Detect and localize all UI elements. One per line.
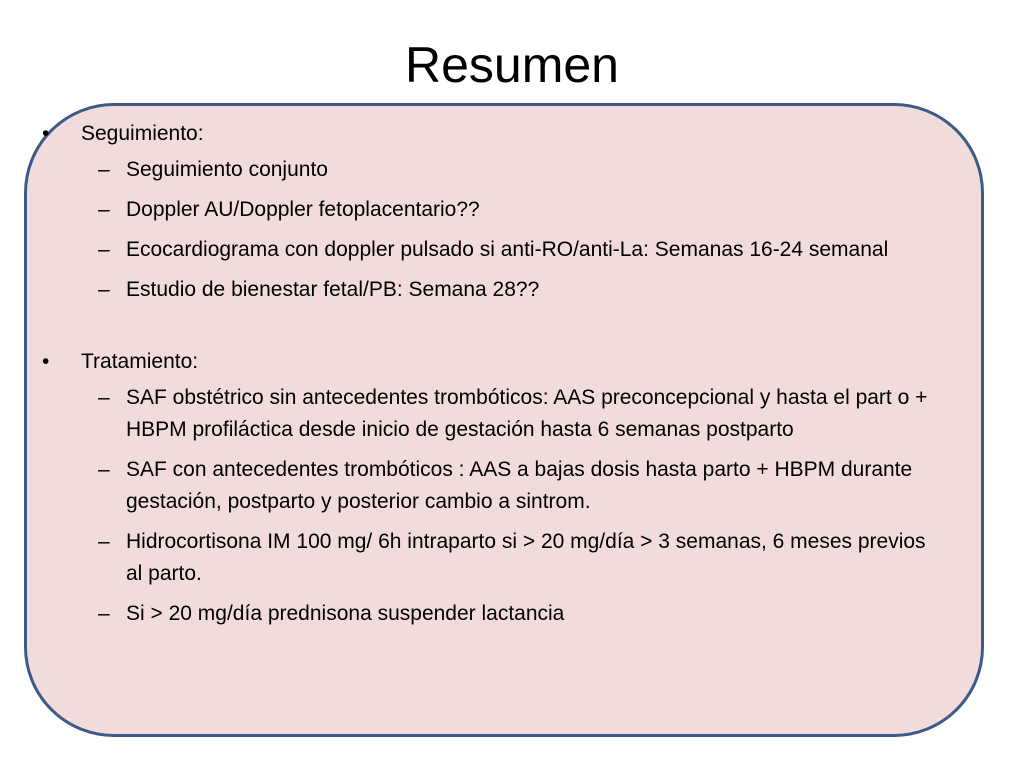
- list-item-text: Estudio de bienestar fetal/PB: Semana 28??: [126, 278, 540, 301]
- bullet-marker: •: [42, 350, 50, 373]
- list-item: [40, 194, 940, 226]
- section-seguimiento: [40, 118, 940, 306]
- list-item: [40, 234, 940, 266]
- dash-marker: –: [98, 198, 110, 221]
- slide-title: Resumen: [405, 37, 619, 93]
- list-item-text: Si > 20 mg/día prednisona suspender lactancia: [126, 602, 565, 625]
- dash-marker: –: [98, 278, 110, 301]
- section-tratamiento: [40, 346, 940, 630]
- section-heading: [40, 346, 940, 378]
- section-label: Tratamiento:: [81, 350, 199, 373]
- bullet-marker: •: [42, 122, 50, 145]
- slide-content: [40, 118, 940, 638]
- list-item-text: Doppler AU/Doppler fetoplacentario??: [126, 198, 480, 221]
- list-item: [40, 454, 940, 518]
- dash-marker: –: [98, 238, 110, 261]
- list-item-text: Ecocardiograma con doppler pulsado si anti-RO/anti-La: Semanas 16-24 semanal: [126, 238, 889, 261]
- list-item: [40, 154, 940, 186]
- dash-marker: –: [98, 458, 110, 481]
- sub-list: [40, 154, 940, 306]
- sub-list: [40, 382, 940, 630]
- section-heading: [40, 118, 940, 150]
- list-item-text: Seguimiento conjunto: [126, 158, 328, 181]
- section-label: Seguimiento:: [81, 122, 204, 145]
- dash-marker: –: [98, 530, 110, 553]
- list-item: [40, 382, 940, 446]
- dash-marker: –: [98, 158, 110, 181]
- section-spacer: [40, 314, 940, 346]
- dash-marker: –: [98, 386, 110, 409]
- list-item: [40, 526, 940, 590]
- list-item: [40, 598, 940, 630]
- list-item-text: SAF con antecedentes trombóticos : AAS a bajas dosis hasta parto + HBPM durante gestación, postparto y posterior cambio a sintrom.: [126, 458, 913, 513]
- dash-marker: –: [98, 602, 110, 625]
- list-item: [40, 274, 940, 306]
- list-item-text: Hidrocortisona IM 100 mg/ 6h intraparto si > 20 mg/día > 3 semanas, 6 meses previos al parto.: [126, 530, 926, 585]
- list-item-text: SAF obstétrico sin antecedentes trombóticos: AAS preconcepcional y hasta el part o + HBPM profiláctica desde inicio de gestación hasta 6 semanas postparto: [126, 386, 928, 441]
